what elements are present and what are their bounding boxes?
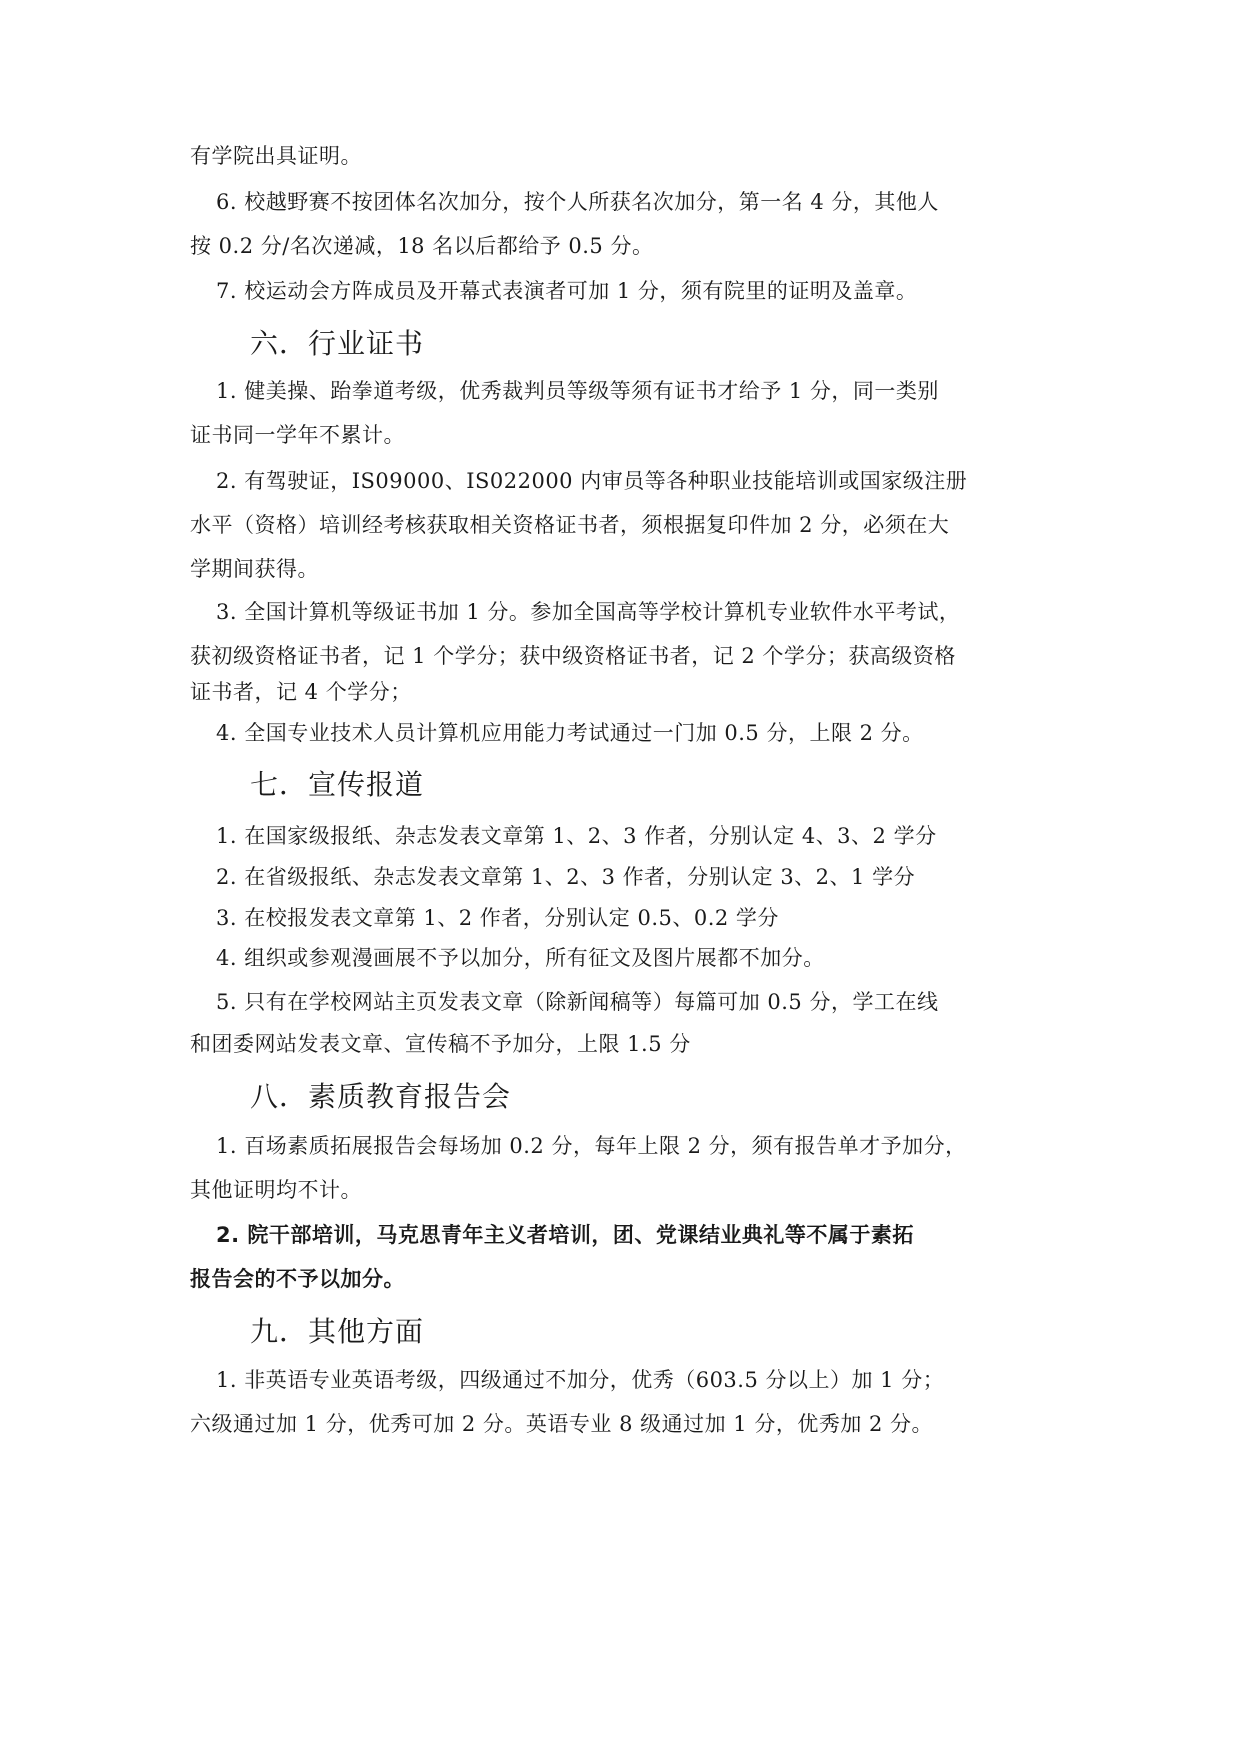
paragraph-line-bold: 报告会的不予以加分。 — [190, 1267, 405, 1291]
paragraph-line: 1. 百场素质拓展报告会每场加 0.2 分，每年上限 2 分，须有报告单才予加分， — [216, 1134, 967, 1158]
paragraph-line: 3. 在校报发表文章第 1、2 作者，分别认定 0.5、0.2 学分 — [216, 906, 779, 930]
paragraph-line: 1. 健美操、跆拳道考级，优秀裁判员等级等须有证书才给予 1 分，同一类别 — [216, 379, 939, 403]
paragraph-line: 1. 在国家级报纸、杂志发表文章第 1、2、3 作者，分别认定 4、3、2 学分 — [216, 824, 937, 848]
paragraph-line: 5. 只有在学校网站主页发表文章（除新闻稿等）每篇可加 0.5 分，学工在线 — [216, 990, 939, 1014]
paragraph-line: 按 0.2 分/名次递减，18 名以后都给予 0.5 分。 — [190, 234, 654, 258]
paragraph-line: 证书同一学年不累计。 — [190, 423, 405, 447]
paragraph-line: 和团委网站发表文章、宣传稿不予加分，上限 1.5 分 — [190, 1032, 691, 1056]
paragraph-line: 6. 校越野赛不按团体名次加分，按个人所获名次加分，第一名 4 分，其他人 — [216, 190, 939, 214]
paragraph-line: 其他证明均不计。 — [190, 1178, 362, 1202]
paragraph-line-bold: 2. 院干部培训，马克思青年主义者培训，团、党课结业典礼等不属于素拓 — [216, 1223, 914, 1247]
paragraph-line: 1. 非英语专业英语考级，四级通过不加分，优秀（603.5 分以上）加 1 分； — [216, 1368, 945, 1392]
section-heading-industry-certificates: 六．行业证书 — [250, 327, 425, 360]
paragraph-line: 六级通过加 1 分，优秀可加 2 分。英语专业 8 级通过加 1 分，优秀加 2 分。 — [190, 1412, 934, 1436]
paragraph-line: 学期间获得。 — [190, 557, 319, 581]
paragraph-line: 7. 校运动会方阵成员及开幕式表演者可加 1 分，须有院里的证明及盖章。 — [216, 279, 918, 303]
paragraph-line: 3. 全国计算机等级证书加 1 分。参加全国高等学校计算机专业软件水平考试， — [216, 600, 961, 624]
section-heading-quality-education-lectures: 八．素质教育报告会 — [250, 1080, 512, 1113]
paragraph-line: 2. 在省级报纸、杂志发表文章第 1、2、3 作者，分别认定 3、2、1 学分 — [216, 865, 916, 889]
paragraph-line: 获初级资格证书者，记 1 个学分；获中级资格证书者，记 2 个学分；获高级资格 — [190, 644, 956, 668]
section-heading-other-aspects: 九．其他方面 — [250, 1315, 425, 1348]
paragraph-line: 水平（资格）培训经考核获取相关资格证书者，须根据复印件加 2 分，必须在大 — [190, 513, 950, 537]
paragraph-line: 有学院出具证明。 — [190, 144, 362, 168]
section-heading-publicity: 七．宣传报道 — [250, 768, 425, 801]
paragraph-line: 2. 有驾驶证，IS09000、IS022000 内审员等各种职业技能培训或国家级注册 — [216, 469, 968, 493]
paragraph-line: 4. 全国专业技术人员计算机应用能力考试通过一门加 0.5 分，上限 2 分。 — [216, 721, 924, 745]
paragraph-line: 证书者，记 4 个学分； — [190, 680, 412, 704]
paragraph-line: 4. 组织或参观漫画展不予以加分，所有征文及图片展都不加分。 — [216, 946, 825, 970]
